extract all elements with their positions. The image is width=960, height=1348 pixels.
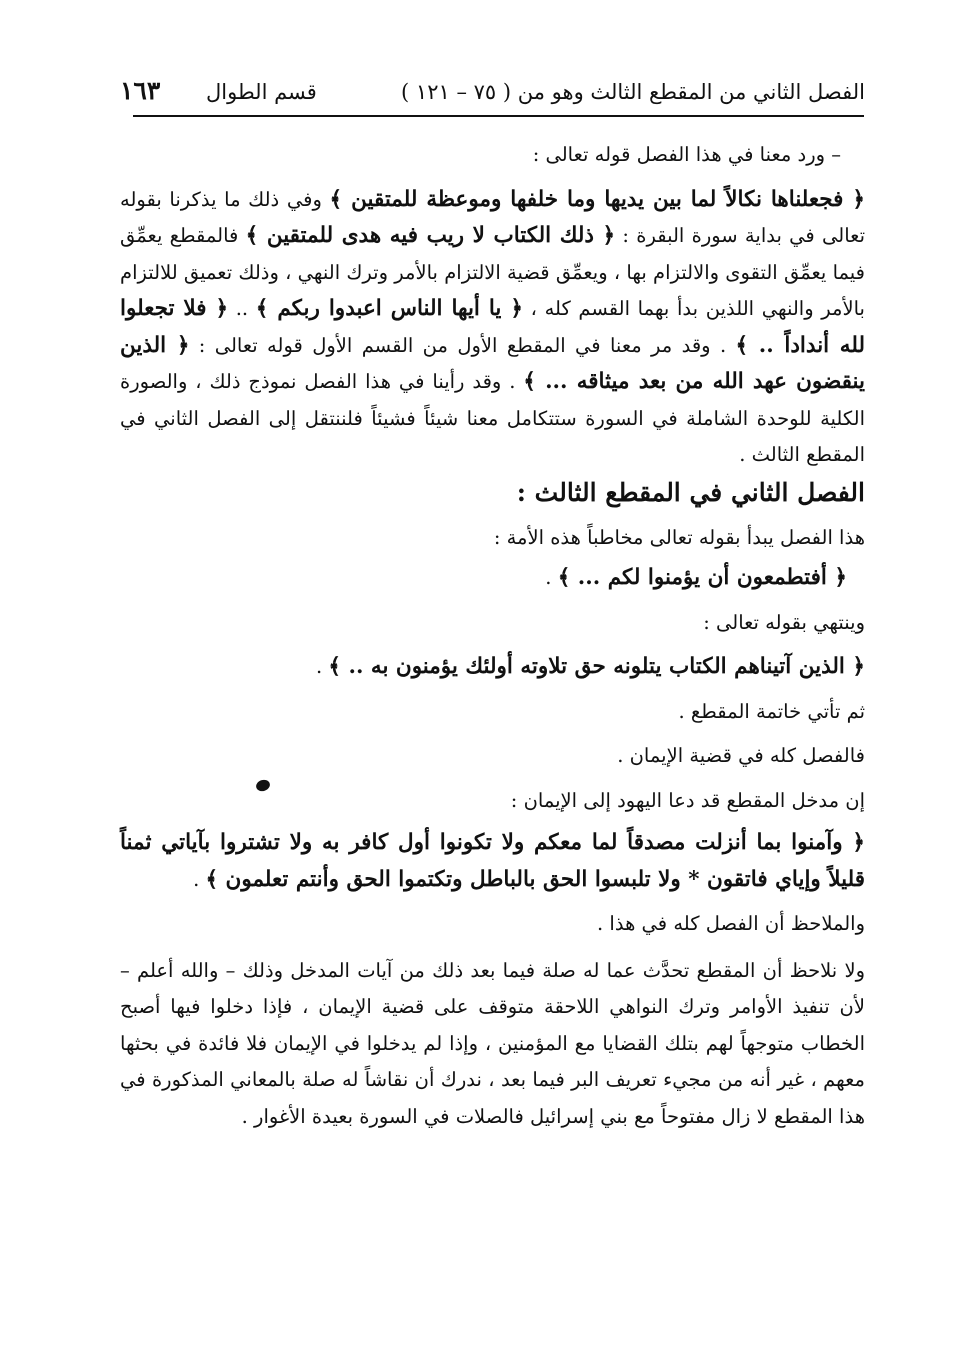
page-number: ١٦٣ [120,76,161,105]
paragraph-text: ثم تأتي خاتمة المقطع . [678,699,865,723]
quran-quote: ﴿ الذين آتيناهم الكتاب يتلونه حق تلاوته أولئك يؤمنون به .. ﴾ [328,654,865,679]
paragraph-text: . وقد رأينا في هذا الفصل نموذج ذلك ، والصورة الكلية للوحدة الشاملة في السورة ستتكامل معنا شيئاً فشيئاً فلننتقل إلى الفصل الثاني في المقطع الثالث . [120,370,865,466]
quran-quote: ﴿ أفتطمعون أن يؤمنوا لكم ... ﴾ [557,565,847,590]
paragraph-text: .. [228,297,256,320]
paragraph-text: وينتهي بقوله تعالى : [703,610,865,634]
quran-quote: ﴿ فجعلناها نكالاً لما بين يديها وما خلفها وموعظة للمتقين ﴾ [329,186,865,212]
verse-line: ﴿ أفتطمعون أن يؤمنوا لكم ... ﴾ . [545,565,847,590]
section-heading: الفصل الثاني في المقطع الثالث : [516,477,865,507]
section-name: قسم الطوال [206,80,317,104]
paragraph-taqwa [120,182,865,474]
paragraph-text: هذا الفصل يبدأ بقوله تعالى مخاطباً هذه الأمة : [493,525,865,549]
verse-line: ﴿ الذين آتيناهم الكتاب يتلونه حق تلاوته أولئك يؤمنون به .. ﴾ . [315,654,865,679]
paragraph-text: فالفصل كله في قضية الإيمان . [617,744,865,767]
quran-quote: ﴿ الذين ينقضون عهد الله من بعد ميثاقه ... ﴾ [120,332,865,394]
paragraph-text: والملاحظ أن الفصل كله في هذا . [597,912,865,935]
quran-quote: ﴿ وآمنوا بما أنزلت مصدقاً لما معكم ولا تكونوا أول كافر به ولا تشتروا بآياتي ثمناً قليلاً وإياي فاتقون * ولا تلبسوا الحق بالباطل وتكتموا الحق وأنتم تعلمون ﴾ [120,830,865,892]
page-body [120,128,865,1135]
paragraph-text: إن مدخل المقطع قد دعا اليهود إلى الإيمان : [510,788,865,812]
chapter-title: الفصل الثاني من المقطع الثالث وهو من ( ٧٥ – ١٢١ ) [401,80,865,104]
quran-quote: ﴿ يا أيها الناس اعبدوا ربكم ﴾ [255,296,523,321]
paragraph-text: فالمقطع يعمِّق فيما يعمِّق التقوى والالتزام بها ، ويعمِّق قضية الالتزام بالأمر وترك النهي ، وذلك تعميق للالتزام بالأمر والنهي اللذين بدأ بهما القسم كله ، [120,224,865,320]
quran-quote: ﴿ ذلك الكتاب لا ريب فيه هدى للمتقين ﴾ [245,223,616,248]
header-rule [133,115,864,117]
verse-block: ﴿ وآمنوا بما أنزلت مصدقاً لما معكم ولا تكونوا أول كافر به ولا تشتروا بآياتي ثمناً قليلاً وإياي فاتقون * ولا تلبسوا الحق بالباطل وتكتموا الحق وأنتم تعلمون ﴾ . [120,830,865,892]
paragraph-text: وفي ذلك ما يذكرنا بقوله تعالى في بداية سورة البقرة : [120,187,865,247]
closing-paragraph: ولا نلاحظ أن المقطع تحدَّث عما له صلة فيما بعد ذلك من آيات المدخل وذلك – والله أعلم – لأن تنفيذ الأوامر وترك النواهي اللاحقة متوقف على قضية الإيمان ، فإذا دخلوا فيها أصبح الخطاب متوجهاً لهم بتلك القضايا مع المؤمنين ، وإذا لم يدخلوا في الإيمان فلا فائدة في بحثها معهم ، غير أنه من مجيء تعريف البر فيما بعد ، ندرك أن نقاشاً له صلة بالمعاني المذكورة في هذا المقطع لا زال مفتوحاً مع بني إسرائيل فالصلات في السورة بعيدة الأغوار . [120,958,865,1128]
quran-quote: ﴿ فلا تجعلوا لله أنداداً .. ﴾ [120,296,866,358]
paragraph-text: . وقد مر معنا في المقطع الأول من القسم الأول قوله تعالى : [189,333,736,357]
running-header [120,76,865,116]
intro-paragraph: – ورد معنا في هذا الفصل قوله تعالى : [532,143,841,166]
